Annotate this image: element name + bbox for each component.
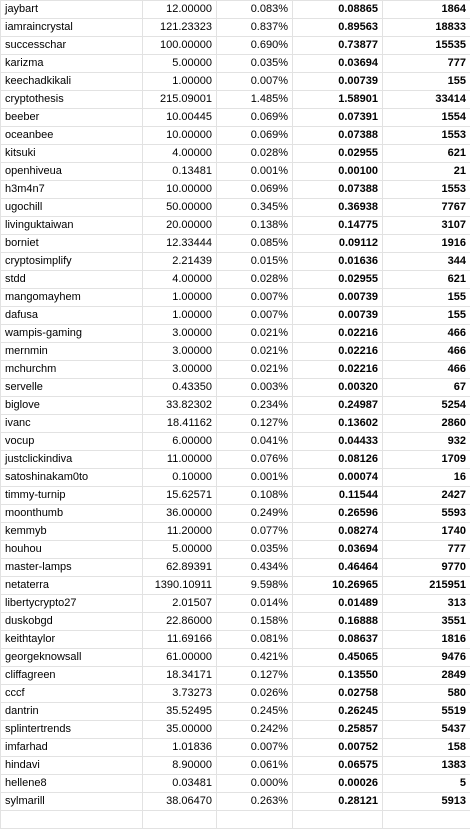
amount-cell[interactable]: 2.21439 — [143, 253, 217, 271]
table-row — [1, 73, 470, 91]
share-cell[interactable]: 0.08126 — [293, 451, 383, 469]
amount-cell[interactable]: 0.10000 — [143, 469, 217, 487]
points-cell[interactable]: 1553 — [383, 127, 470, 145]
user-cell[interactable]: cccf — [1, 685, 143, 703]
points-cell[interactable]: 777 — [383, 541, 470, 559]
user-cell[interactable]: cryptosimplify — [1, 253, 143, 271]
points-cell[interactable]: 1816 — [383, 631, 470, 649]
table-row — [1, 631, 470, 649]
amount-cell[interactable]: 61.00000 — [143, 649, 217, 667]
points-cell[interactable]: 5519 — [383, 703, 470, 721]
points-cell[interactable]: 2427 — [383, 487, 470, 505]
table-row — [1, 109, 470, 127]
amount-cell[interactable]: 11.00000 — [143, 451, 217, 469]
amount-cell[interactable]: 18.34171 — [143, 667, 217, 685]
amount-cell[interactable]: 10.00000 — [143, 181, 217, 199]
percent-cell[interactable]: 0.434% — [217, 559, 293, 577]
percent-cell[interactable]: 0.083% — [217, 1, 293, 19]
points-cell[interactable]: 215951 — [383, 577, 470, 595]
amount-cell[interactable]: 1.00000 — [143, 307, 217, 325]
share-cell[interactable]: 0.13550 — [293, 667, 383, 685]
points-cell[interactable]: 18833 — [383, 19, 470, 37]
table-row — [1, 469, 470, 487]
amount-cell[interactable]: 36.00000 — [143, 505, 217, 523]
table-row — [1, 757, 470, 775]
share-cell[interactable]: 0.02758 — [293, 685, 383, 703]
table-row — [1, 775, 470, 793]
share-cell[interactable]: 0.00320 — [293, 379, 383, 397]
table-row — [1, 343, 470, 361]
percent-cell[interactable]: 0.000% — [217, 775, 293, 793]
table-row — [1, 307, 470, 325]
user-cell[interactable]: h3m4n7 — [1, 181, 143, 199]
table-row — [1, 217, 470, 235]
amount-cell[interactable]: 15.62571 — [143, 487, 217, 505]
percent-cell[interactable]: 0.015% — [217, 253, 293, 271]
points-cell[interactable]: 932 — [383, 433, 470, 451]
points-cell[interactable]: 3551 — [383, 613, 470, 631]
share-cell[interactable]: 0.73877 — [293, 37, 383, 55]
share-cell[interactable]: 0.16888 — [293, 613, 383, 631]
share-cell[interactable]: 0.03694 — [293, 55, 383, 73]
user-cell[interactable]: sylmarill — [1, 793, 143, 811]
amount-cell[interactable]: 11.69166 — [143, 631, 217, 649]
percent-cell[interactable]: 0.069% — [217, 181, 293, 199]
percent-cell[interactable]: 0.007% — [217, 289, 293, 307]
table-row — [1, 505, 470, 523]
percent-cell[interactable] — [217, 811, 293, 829]
percent-cell[interactable]: 0.035% — [217, 541, 293, 559]
user-cell[interactable]: kitsuki — [1, 145, 143, 163]
user-cell[interactable]: wampis-gaming — [1, 325, 143, 343]
percent-cell[interactable]: 1.485% — [217, 91, 293, 109]
percent-cell[interactable]: 0.041% — [217, 433, 293, 451]
share-cell[interactable]: 0.11544 — [293, 487, 383, 505]
amount-cell[interactable]: 0.13481 — [143, 163, 217, 181]
user-cell[interactable]: karizma — [1, 55, 143, 73]
percent-cell[interactable]: 0.085% — [217, 235, 293, 253]
amount-cell[interactable]: 0.43350 — [143, 379, 217, 397]
amount-cell[interactable]: 50.00000 — [143, 199, 217, 217]
table-row — [1, 667, 470, 685]
points-cell[interactable]: 466 — [383, 343, 470, 361]
percent-cell[interactable]: 0.061% — [217, 757, 293, 775]
amount-cell[interactable]: 1.01836 — [143, 739, 217, 757]
user-cell[interactable]: iamraincrystal — [1, 19, 143, 37]
user-cell[interactable]: libertycrypto27 — [1, 595, 143, 613]
points-cell[interactable]: 580 — [383, 685, 470, 703]
table-row — [1, 541, 470, 559]
user-cell[interactable]: dantrin — [1, 703, 143, 721]
percent-cell[interactable]: 0.007% — [217, 739, 293, 757]
points-cell[interactable]: 7767 — [383, 199, 470, 217]
percent-cell[interactable]: 0.234% — [217, 397, 293, 415]
amount-cell[interactable]: 3.00000 — [143, 325, 217, 343]
table-row — [1, 181, 470, 199]
share-cell[interactable]: 0.02955 — [293, 145, 383, 163]
percent-cell[interactable]: 0.249% — [217, 505, 293, 523]
share-cell[interactable]: 0.06575 — [293, 757, 383, 775]
amount-cell[interactable]: 10.00445 — [143, 109, 217, 127]
percent-cell[interactable]: 0.001% — [217, 163, 293, 181]
amount-cell[interactable]: 215.09001 — [143, 91, 217, 109]
user-cell[interactable]: jaybart — [1, 1, 143, 19]
share-cell[interactable]: 0.02216 — [293, 325, 383, 343]
points-cell[interactable]: 621 — [383, 145, 470, 163]
points-cell[interactable]: 621 — [383, 271, 470, 289]
share-cell[interactable]: 0.45065 — [293, 649, 383, 667]
table-row — [1, 55, 470, 73]
user-cell[interactable]: cliffagreen — [1, 667, 143, 685]
amount-cell[interactable]: 20.00000 — [143, 217, 217, 235]
user-cell[interactable]: biglove — [1, 397, 143, 415]
share-cell[interactable]: 0.02955 — [293, 271, 383, 289]
points-cell[interactable]: 313 — [383, 595, 470, 613]
amount-cell[interactable]: 8.90000 — [143, 757, 217, 775]
share-cell[interactable]: 0.26596 — [293, 505, 383, 523]
user-cell[interactable]: ivanc — [1, 415, 143, 433]
user-cell[interactable]: kemmyb — [1, 523, 143, 541]
amount-cell[interactable]: 4.00000 — [143, 271, 217, 289]
table-row — [1, 595, 470, 613]
points-cell[interactable]: 5593 — [383, 505, 470, 523]
percent-cell[interactable]: 0.021% — [217, 325, 293, 343]
percent-cell[interactable]: 0.127% — [217, 415, 293, 433]
table-row — [1, 739, 470, 757]
user-cell[interactable]: hellene8 — [1, 775, 143, 793]
table-row — [1, 793, 470, 811]
user-cell[interactable]: houhou — [1, 541, 143, 559]
percent-cell[interactable]: 9.598% — [217, 577, 293, 595]
user-cell[interactable]: livinguktaiwan — [1, 217, 143, 235]
points-cell[interactable]: 1864 — [383, 1, 470, 19]
share-cell[interactable]: 0.08865 — [293, 1, 383, 19]
percent-cell[interactable]: 0.076% — [217, 451, 293, 469]
amount-cell[interactable]: 6.00000 — [143, 433, 217, 451]
points-cell[interactable]: 344 — [383, 253, 470, 271]
percent-cell[interactable]: 0.035% — [217, 55, 293, 73]
percent-cell[interactable]: 0.026% — [217, 685, 293, 703]
user-cell[interactable]: satoshinakam0to — [1, 469, 143, 487]
share-cell[interactable]: 0.07388 — [293, 181, 383, 199]
share-cell[interactable]: 0.13602 — [293, 415, 383, 433]
user-cell[interactable]: georgeknowsall — [1, 649, 143, 667]
table-row — [1, 145, 470, 163]
share-cell[interactable]: 0.07391 — [293, 109, 383, 127]
points-cell[interactable]: 33414 — [383, 91, 470, 109]
table-row — [1, 1, 470, 19]
amount-cell[interactable]: 4.00000 — [143, 145, 217, 163]
points-cell[interactable]: 5437 — [383, 721, 470, 739]
amount-cell[interactable]: 100.00000 — [143, 37, 217, 55]
user-cell[interactable]: keithtaylor — [1, 631, 143, 649]
table-row — [1, 451, 470, 469]
share-cell[interactable]: 0.00739 — [293, 289, 383, 307]
share-cell[interactable]: 0.02216 — [293, 361, 383, 379]
amount-cell[interactable]: 1.00000 — [143, 289, 217, 307]
points-cell[interactable]: 466 — [383, 361, 470, 379]
table-row — [1, 703, 470, 721]
points-cell[interactable]: 16 — [383, 469, 470, 487]
share-cell[interactable]: 0.46464 — [293, 559, 383, 577]
points-cell[interactable]: 1554 — [383, 109, 470, 127]
user-cell[interactable]: servelle — [1, 379, 143, 397]
user-cell[interactable]: borniet — [1, 235, 143, 253]
points-cell[interactable]: 15535 — [383, 37, 470, 55]
amount-cell[interactable]: 11.20000 — [143, 523, 217, 541]
user-cell[interactable]: moonthumb — [1, 505, 143, 523]
table-row — [1, 487, 470, 505]
amount-cell[interactable]: 33.82302 — [143, 397, 217, 415]
user-cell[interactable]: beeber — [1, 109, 143, 127]
points-cell[interactable]: 5254 — [383, 397, 470, 415]
amount-cell[interactable]: 38.06470 — [143, 793, 217, 811]
table-row — [1, 163, 470, 181]
share-cell[interactable]: 0.26245 — [293, 703, 383, 721]
percent-cell[interactable]: 0.007% — [217, 73, 293, 91]
amount-cell[interactable]: 0.03481 — [143, 775, 217, 793]
share-cell[interactable]: 0.28121 — [293, 793, 383, 811]
table-row — [1, 523, 470, 541]
points-cell[interactable]: 155 — [383, 73, 470, 91]
amount-cell[interactable]: 62.89391 — [143, 559, 217, 577]
amount-cell[interactable]: 35.00000 — [143, 721, 217, 739]
share-cell[interactable]: 0.09112 — [293, 235, 383, 253]
percent-cell[interactable]: 0.014% — [217, 595, 293, 613]
user-cell[interactable]: mangomayhem — [1, 289, 143, 307]
amount-cell[interactable]: 1390.10911 — [143, 577, 217, 595]
share-cell[interactable]: 0.07388 — [293, 127, 383, 145]
points-cell[interactable]: 1740 — [383, 523, 470, 541]
table-row — [1, 685, 470, 703]
share-cell[interactable]: 0.89563 — [293, 19, 383, 37]
percent-cell[interactable]: 0.028% — [217, 271, 293, 289]
points-cell[interactable] — [383, 811, 470, 829]
share-cell[interactable]: 0.03694 — [293, 541, 383, 559]
share-cell[interactable]: 10.26965 — [293, 577, 383, 595]
table-row — [1, 811, 470, 829]
table-row — [1, 271, 470, 289]
user-cell[interactable]: oceanbee — [1, 127, 143, 145]
table-row — [1, 397, 470, 415]
points-cell[interactable]: 67 — [383, 379, 470, 397]
percent-cell[interactable]: 0.138% — [217, 217, 293, 235]
user-cell[interactable]: imfarhad — [1, 739, 143, 757]
share-cell[interactable]: 0.00739 — [293, 307, 383, 325]
share-cell[interactable]: 0.24987 — [293, 397, 383, 415]
points-cell[interactable]: 2860 — [383, 415, 470, 433]
points-cell[interactable]: 777 — [383, 55, 470, 73]
share-cell[interactable]: 0.00100 — [293, 163, 383, 181]
share-cell[interactable]: 0.02216 — [293, 343, 383, 361]
user-cell[interactable]: openhiveua — [1, 163, 143, 181]
percent-cell[interactable]: 0.021% — [217, 343, 293, 361]
points-cell[interactable]: 1383 — [383, 757, 470, 775]
amount-cell[interactable]: 22.86000 — [143, 613, 217, 631]
percent-cell[interactable]: 0.001% — [217, 469, 293, 487]
user-cell[interactable]: dafusa — [1, 307, 143, 325]
user-cell[interactable]: stdd — [1, 271, 143, 289]
points-cell[interactable]: 2849 — [383, 667, 470, 685]
share-cell[interactable] — [293, 811, 383, 829]
points-cell[interactable]: 1709 — [383, 451, 470, 469]
user-cell[interactable]: duskobgd — [1, 613, 143, 631]
table-row — [1, 127, 470, 145]
percent-cell[interactable]: 0.069% — [217, 127, 293, 145]
user-cell[interactable] — [1, 811, 143, 829]
share-cell[interactable]: 0.01489 — [293, 595, 383, 613]
table-row — [1, 91, 470, 109]
percent-cell[interactable]: 0.077% — [217, 523, 293, 541]
user-cell[interactable]: keechadkikali — [1, 73, 143, 91]
share-cell[interactable]: 0.00752 — [293, 739, 383, 757]
table-row — [1, 325, 470, 343]
points-cell[interactable]: 1916 — [383, 235, 470, 253]
table-row — [1, 199, 470, 217]
user-cell[interactable]: justclickindiva — [1, 451, 143, 469]
points-cell[interactable]: 5913 — [383, 793, 470, 811]
percent-cell[interactable]: 0.245% — [217, 703, 293, 721]
user-cell[interactable]: mchurchm — [1, 361, 143, 379]
points-cell[interactable]: 1553 — [383, 181, 470, 199]
points-cell[interactable]: 3107 — [383, 217, 470, 235]
share-cell[interactable]: 0.14775 — [293, 217, 383, 235]
points-cell[interactable]: 21 — [383, 163, 470, 181]
percent-cell[interactable]: 0.003% — [217, 379, 293, 397]
amount-cell[interactable]: 3.73273 — [143, 685, 217, 703]
amount-cell[interactable]: 5.00000 — [143, 541, 217, 559]
user-cell[interactable]: mernmin — [1, 343, 143, 361]
share-cell[interactable]: 0.01636 — [293, 253, 383, 271]
share-cell[interactable]: 0.08637 — [293, 631, 383, 649]
table-row — [1, 649, 470, 667]
amount-cell[interactable]: 12.00000 — [143, 1, 217, 19]
table-row — [1, 613, 470, 631]
percent-cell[interactable]: 0.158% — [217, 613, 293, 631]
amount-cell[interactable]: 35.52495 — [143, 703, 217, 721]
table-row — [1, 415, 470, 433]
amount-cell[interactable]: 121.23323 — [143, 19, 217, 37]
points-cell[interactable]: 466 — [383, 325, 470, 343]
table-row — [1, 721, 470, 739]
user-cell[interactable]: master-lamps — [1, 559, 143, 577]
amount-cell[interactable]: 3.00000 — [143, 361, 217, 379]
amount-cell[interactable]: 10.00000 — [143, 127, 217, 145]
user-cell[interactable]: cryptothesis — [1, 91, 143, 109]
percent-cell[interactable]: 0.108% — [217, 487, 293, 505]
percent-cell[interactable]: 0.069% — [217, 109, 293, 127]
user-cell[interactable]: ugochill — [1, 199, 143, 217]
user-cell[interactable]: hindavi — [1, 757, 143, 775]
user-cell[interactable]: timmy-turnip — [1, 487, 143, 505]
percent-cell[interactable]: 0.690% — [217, 37, 293, 55]
share-cell[interactable]: 0.04433 — [293, 433, 383, 451]
amount-cell[interactable]: 2.01507 — [143, 595, 217, 613]
percent-cell[interactable]: 0.345% — [217, 199, 293, 217]
amount-cell[interactable]: 1.00000 — [143, 73, 217, 91]
share-cell[interactable]: 0.00026 — [293, 775, 383, 793]
user-cell[interactable]: netaterra — [1, 577, 143, 595]
amount-cell[interactable]: 5.00000 — [143, 55, 217, 73]
share-cell[interactable]: 0.00074 — [293, 469, 383, 487]
amount-cell[interactable]: 3.00000 — [143, 343, 217, 361]
share-cell[interactable]: 0.08274 — [293, 523, 383, 541]
points-cell[interactable]: 9770 — [383, 559, 470, 577]
percent-cell[interactable]: 0.021% — [217, 361, 293, 379]
amount-cell[interactable]: 12.33444 — [143, 235, 217, 253]
points-cell[interactable]: 9476 — [383, 649, 470, 667]
percent-cell[interactable]: 0.127% — [217, 667, 293, 685]
table-row — [1, 577, 470, 595]
points-cell[interactable]: 155 — [383, 307, 470, 325]
share-cell[interactable]: 0.00739 — [293, 73, 383, 91]
table-row — [1, 559, 470, 577]
amount-cell[interactable] — [143, 811, 217, 829]
user-cell[interactable]: vocup — [1, 433, 143, 451]
percent-cell[interactable]: 0.421% — [217, 649, 293, 667]
table-row — [1, 235, 470, 253]
share-cell[interactable]: 1.58901 — [293, 91, 383, 109]
table-row — [1, 361, 470, 379]
percent-cell[interactable]: 0.837% — [217, 19, 293, 37]
percent-cell[interactable]: 0.263% — [217, 793, 293, 811]
points-cell[interactable]: 155 — [383, 289, 470, 307]
table-row — [1, 379, 470, 397]
percent-cell[interactable]: 0.242% — [217, 721, 293, 739]
table-row — [1, 289, 470, 307]
share-cell[interactable]: 0.25857 — [293, 721, 383, 739]
percent-cell[interactable]: 0.081% — [217, 631, 293, 649]
percent-cell[interactable]: 0.007% — [217, 307, 293, 325]
table-row — [1, 433, 470, 451]
table-row — [1, 37, 470, 55]
table-row — [1, 19, 470, 37]
user-cell[interactable]: successchar — [1, 37, 143, 55]
share-cell[interactable]: 0.36938 — [293, 199, 383, 217]
percent-cell[interactable]: 0.028% — [217, 145, 293, 163]
user-cell[interactable]: splintertrends — [1, 721, 143, 739]
points-cell[interactable]: 158 — [383, 739, 470, 757]
spreadsheet-body — [1, 1, 470, 829]
amount-cell[interactable]: 18.41162 — [143, 415, 217, 433]
points-cell[interactable]: 5 — [383, 775, 470, 793]
table-row — [1, 253, 470, 271]
